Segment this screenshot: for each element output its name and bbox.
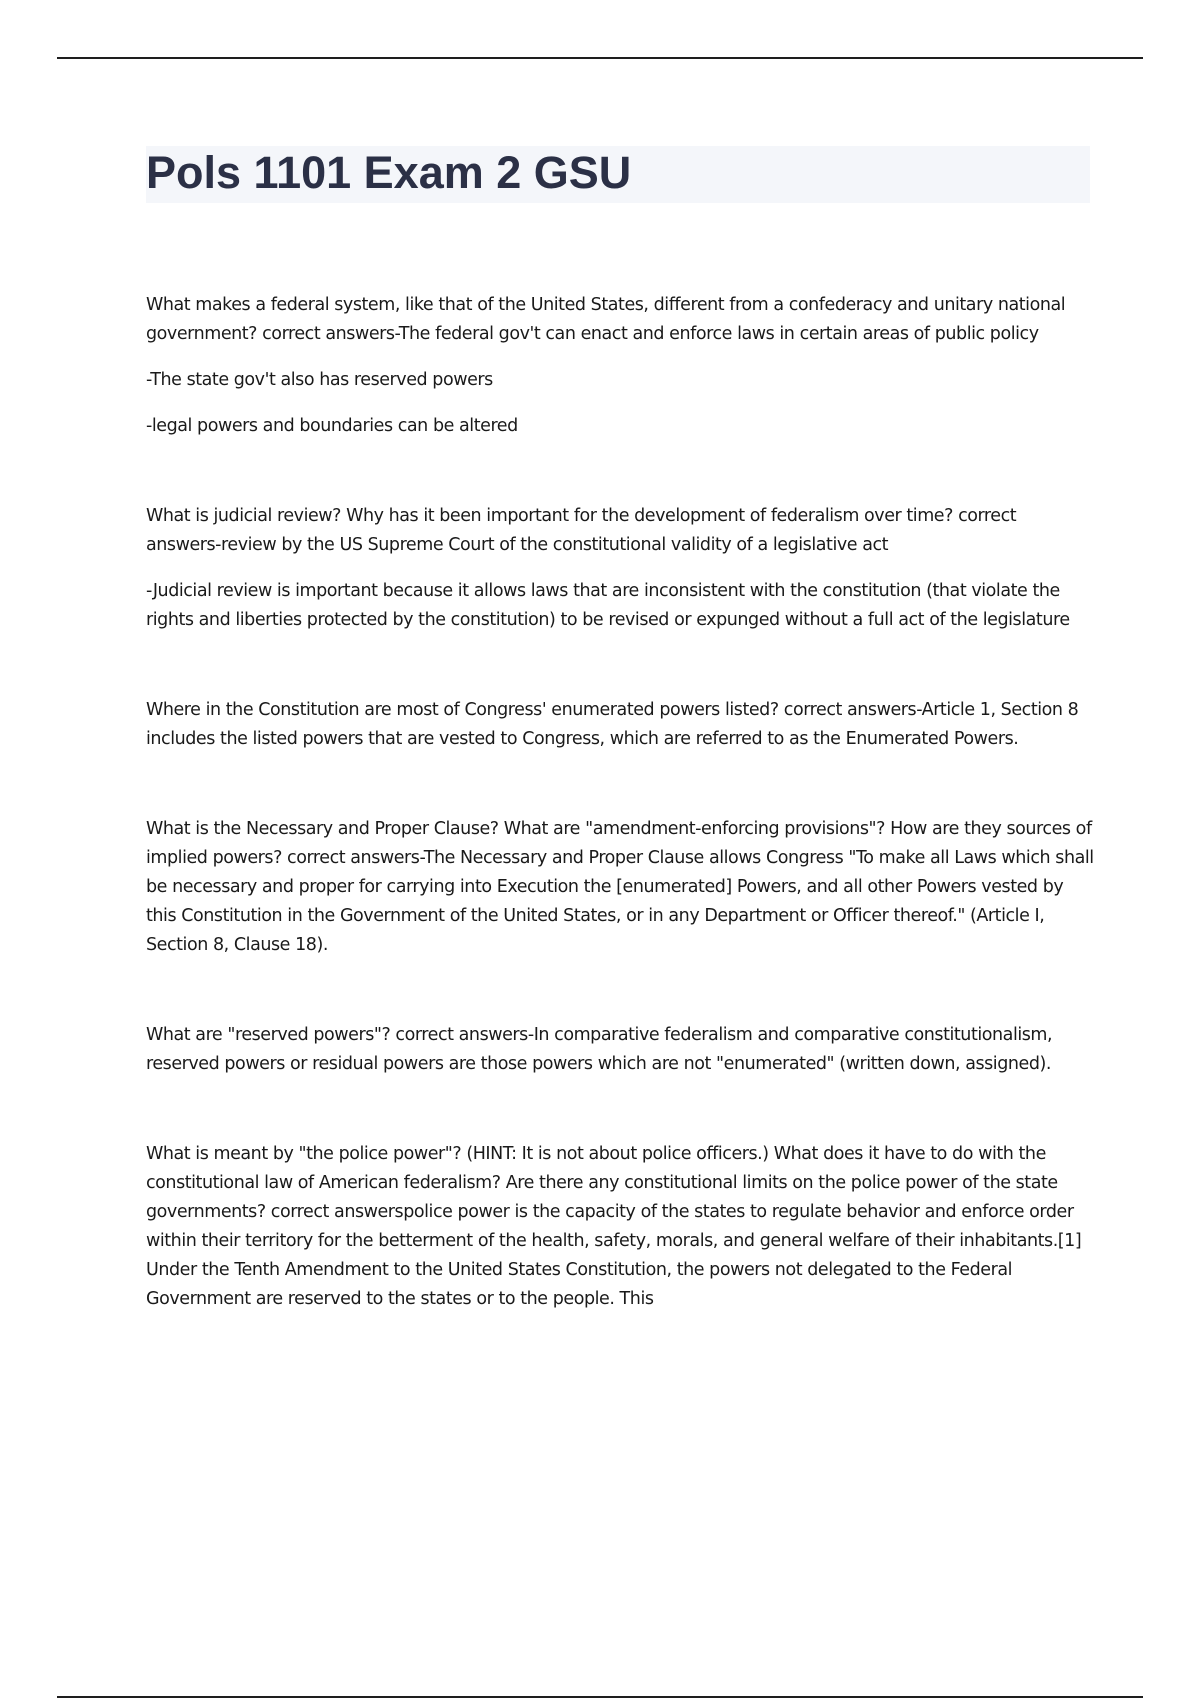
paragraph: -legal powers and boundaries can be altered <box>146 416 518 436</box>
document-body <box>146 291 1094 1375</box>
qa-item-4 <box>146 815 1094 960</box>
paragraph: Where in the Constitution are most of Congress' enumerated powers listed? correct answers-Article 1, Section 8 includes the listed powers that are vested to Congress, which are referred to as the Enumerated Powers. <box>146 700 1079 749</box>
paragraph: What is the Necessary and Proper Clause? What are "amendment-enforcing provisions"? How are they sources of implied powers? correct answers-The Necessary and Proper Clause allows Congress "To make all Laws which shall be necessary and proper for carrying into Execution the [enumerated] Powers, and all other Powers vested by this Constitution in the Government of the United States, or in any Department or Officer thereof." (Article I, Section 8, Clause 18). <box>146 819 1094 955</box>
qa-item-3 <box>146 696 1094 754</box>
paragraph: What are "reserved powers"? correct answers-In comparative federalism and comparative constitutionalism, reserved powers or residual powers are those powers which are not "enumerated" (written down, assigned). <box>146 1025 1053 1074</box>
paragraph: -The state gov't also has reserved powers <box>146 370 493 390</box>
paragraph: What is meant by "the police power"? (HINT: It is not about police officers.) What does it have to do with the constitutional law of American federalism? Are there any constitutional limits on the police power of the state governments? correct answerspolice power is the capacity of the states to regulate behavior and enforce order within their territory for the betterment of the health, safety, morals, and general welfare of their inhabitants.[1] Under the Tenth Amendment to the United States Constitution, the powers not delegated to the Federal Government are reserved to the states or to the people. This <box>146 1144 1082 1309</box>
page-title: Pols 1101 Exam 2 GSU <box>146 147 632 198</box>
qa-item-5 <box>146 1021 1094 1079</box>
paragraph: What makes a federal system, like that of the United States, different from a confederacy and unitary national government? correct answers-The federal gov't can enact and enforce laws in certain areas of public policy <box>146 295 1066 344</box>
bottom-rule <box>57 1696 1143 1698</box>
qa-item-2 <box>146 502 1094 635</box>
qa-item-1 <box>146 291 1094 441</box>
qa-item-6 <box>146 1140 1094 1314</box>
paragraph: -Judicial review is important because it allows laws that are inconsistent with the constitution (that violate the rights and liberties protected by the constitution) to be revised or expunged without a full act of the legislature <box>146 581 1070 630</box>
top-rule <box>57 57 1143 59</box>
paragraph: What is judicial review? Why has it been important for the development of federalism over time? correct answers-review by the US Supreme Court of the constitutional validity of a legislative act <box>146 506 1017 555</box>
